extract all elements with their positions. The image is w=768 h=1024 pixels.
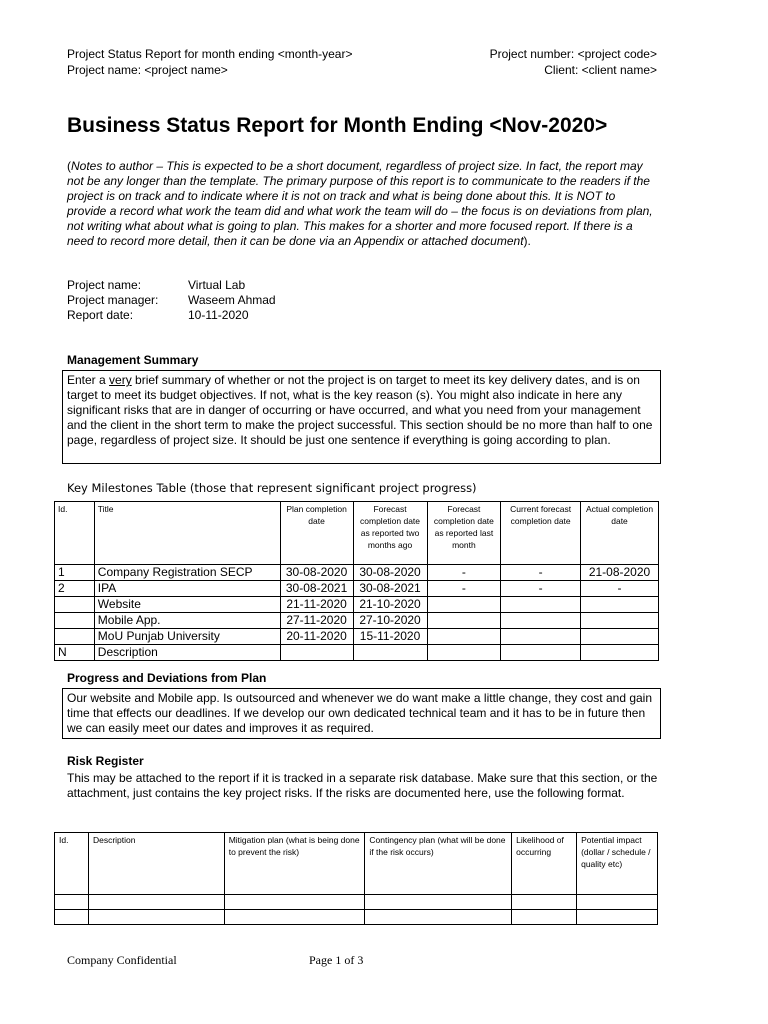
risk-col-impact: Potential impact (dollar / schedule / quality etc) [577,833,658,895]
col-header-title: Title [94,502,280,565]
info-value: Virtual Lab [188,278,246,292]
cell-current-forecast[interactable] [501,613,581,629]
cell-actual-date[interactable] [581,597,659,613]
cell-forecast-last-month[interactable] [427,645,501,661]
management-summary-title: Management Summary [67,353,199,367]
cell-plan-date[interactable]: 21-11-2020 [280,597,353,613]
cell-forecast-two-months[interactable] [353,645,427,661]
cell-current-forecast[interactable] [501,629,581,645]
cell-forecast-two-months[interactable]: 15-11-2020 [353,629,427,645]
cell-id[interactable]: N [55,645,95,661]
risk-cell[interactable] [55,910,89,925]
risk-col-mitigation: Mitigation plan (what is being done to prevent the risk) [224,833,365,895]
risk-cell[interactable] [365,895,512,910]
table-row [55,565,659,581]
cell-current-forecast[interactable] [501,645,581,661]
risk-header-row [55,833,658,895]
col-header-id: Id. [55,502,95,565]
header-project-name: Project name: <project name> [67,63,228,77]
risk-register-title: Risk Register [67,754,144,768]
cell-forecast-last-month[interactable] [427,597,501,613]
risk-cell[interactable] [88,895,224,910]
document-title: Business Status Report for Month Ending <Nov-2020> [67,114,608,137]
cell-actual-date[interactable] [581,629,659,645]
header-client: Client: <client name> [544,63,657,77]
risk-cell[interactable] [577,895,658,910]
table-row [55,910,658,925]
project-info-row [67,278,276,293]
header-project-number: Project number: <project code> [489,47,657,61]
cell-title[interactable]: Company Registration SECP [94,565,280,581]
table-row [55,629,659,645]
risk-cell[interactable] [577,910,658,925]
milestones-table [54,501,659,661]
cell-forecast-two-months[interactable]: 21-10-2020 [353,597,427,613]
author-notes: (Notes to author – This is expected to be a short document, regardless of project size. In fact, the report may not be any longer than the template. The primary purpose of this report is to communicate to the readers if the project is on track and to indicate where it is not on track and what is being done about this. It is NOT to provide a record what work the team did and what work the team will do – the focus is on deviations from plan, not writing what about what is going to plan. This makes for a shorter and more focused report. If there is a need to record more detail, then it can be done via an Appendix or attached document). [67,159,653,248]
cell-title[interactable]: Website [94,597,280,613]
project-info-row [67,293,276,308]
header-row-1 [67,46,657,62]
cell-forecast-two-months[interactable]: 27-10-2020 [353,613,427,629]
cell-id[interactable] [55,613,95,629]
col-header-current-forecast: Current forecast completion date [501,502,581,565]
cell-actual-date[interactable] [581,613,659,629]
risk-col-likelihood: Likelihood of occurring [512,833,577,895]
cell-actual-date[interactable] [581,645,659,661]
cell-title[interactable]: IPA [94,581,280,597]
info-value: Waseem Ahmad [188,293,276,307]
footer-confidential: Company Confidential [67,953,177,967]
risk-cell[interactable] [512,895,577,910]
risk-cell[interactable] [512,910,577,925]
table-row [55,613,659,629]
footer-page-number: Page 1 of 3 [309,953,364,967]
cell-current-forecast[interactable]: - [501,581,581,597]
cell-forecast-last-month[interactable] [427,629,501,645]
risk-register-text: This may be attached to the report if it is tracked in a separate risk database. Make sure that this section, or the attachment, just contains the key project risks. If the risks are documented here, use the following format. [67,771,658,800]
cell-plan-date[interactable] [280,645,353,661]
table-row [55,895,658,910]
cell-actual-date[interactable]: - [581,581,659,597]
risk-col-contingency: Contingency plan (what will be done if the risk occurs) [365,833,512,895]
risk-cell[interactable] [224,910,365,925]
cell-forecast-two-months[interactable]: 30-08-2020 [353,565,427,581]
cell-title[interactable]: Mobile App. [94,613,280,629]
cell-plan-date[interactable]: 30-08-2021 [280,581,353,597]
cell-current-forecast[interactable] [501,597,581,613]
milestones-title: Key Milestones Table (those that represent significant project progress) [67,481,477,495]
cell-id[interactable]: 1 [55,565,95,581]
cell-plan-date[interactable]: 27-11-2020 [280,613,353,629]
cell-plan-date[interactable]: 20-11-2020 [280,629,353,645]
project-info [67,278,276,323]
cell-id[interactable] [55,629,95,645]
risk-cell[interactable] [224,895,365,910]
header-row-2 [67,62,657,78]
risk-cell[interactable] [88,910,224,925]
risk-col-id: Id. [55,833,89,895]
col-header-forecast-two-months: Forecast completion date as reported two months ago [353,502,427,565]
progress-title: Progress and Deviations from Plan [67,671,267,685]
table-row [55,581,659,597]
col-header-forecast-last-month: Forecast completion date as reported last month [427,502,501,565]
risk-cell[interactable] [55,895,89,910]
info-label: Report date: [67,308,134,322]
cell-title[interactable]: Description [94,645,280,661]
progress-box[interactable]: Our website and Mobile app. Is outsourced and whenever we do want make a little change, they cost and gain time that effects our deadlines. If we develop our own dedicated technical team and it has to be in future then we can easily meet our dates and improves it as required. [62,688,661,739]
risk-table [54,832,658,925]
cell-id[interactable] [55,597,95,613]
cell-current-forecast[interactable]: - [501,565,581,581]
project-info-row [67,308,276,323]
col-header-plan-date: Plan completion date [280,502,353,565]
cell-title[interactable]: MoU Punjab University [94,629,280,645]
info-label: Project manager: [67,293,159,307]
cell-forecast-last-month[interactable]: - [427,565,501,581]
info-value: 10-11-2020 [188,308,249,322]
milestones-header-row [55,502,659,565]
cell-plan-date[interactable]: 30-08-2020 [280,565,353,581]
cell-actual-date[interactable]: 21-08-2020 [581,565,659,581]
risk-cell[interactable] [365,910,512,925]
cell-forecast-last-month[interactable] [427,613,501,629]
cell-forecast-last-month[interactable]: - [427,581,501,597]
cell-forecast-two-months[interactable]: 30-08-2021 [353,581,427,597]
cell-id[interactable]: 2 [55,581,95,597]
header-report-period: Project Status Report for month ending <month-year> [67,47,353,61]
management-summary-box[interactable]: Enter a very brief summary of whether or not the project is on target to meet its key delivery dates, and is on target to meet its budget objectives. If not, what is the key reason (s). You might also indicate in here any significant risks that are in danger of occurring or have occurred, and what you need from your management and the client in the short term to make the project successful. This section should be no more than half to one page, regardless of project size. It should be just one sentence if everything is going according to plan. [62,370,661,464]
info-label: Project name: [67,278,142,292]
col-header-actual-date: Actual completion date [581,502,659,565]
risk-col-description: Description [88,833,224,895]
table-row [55,645,659,661]
table-row [55,597,659,613]
